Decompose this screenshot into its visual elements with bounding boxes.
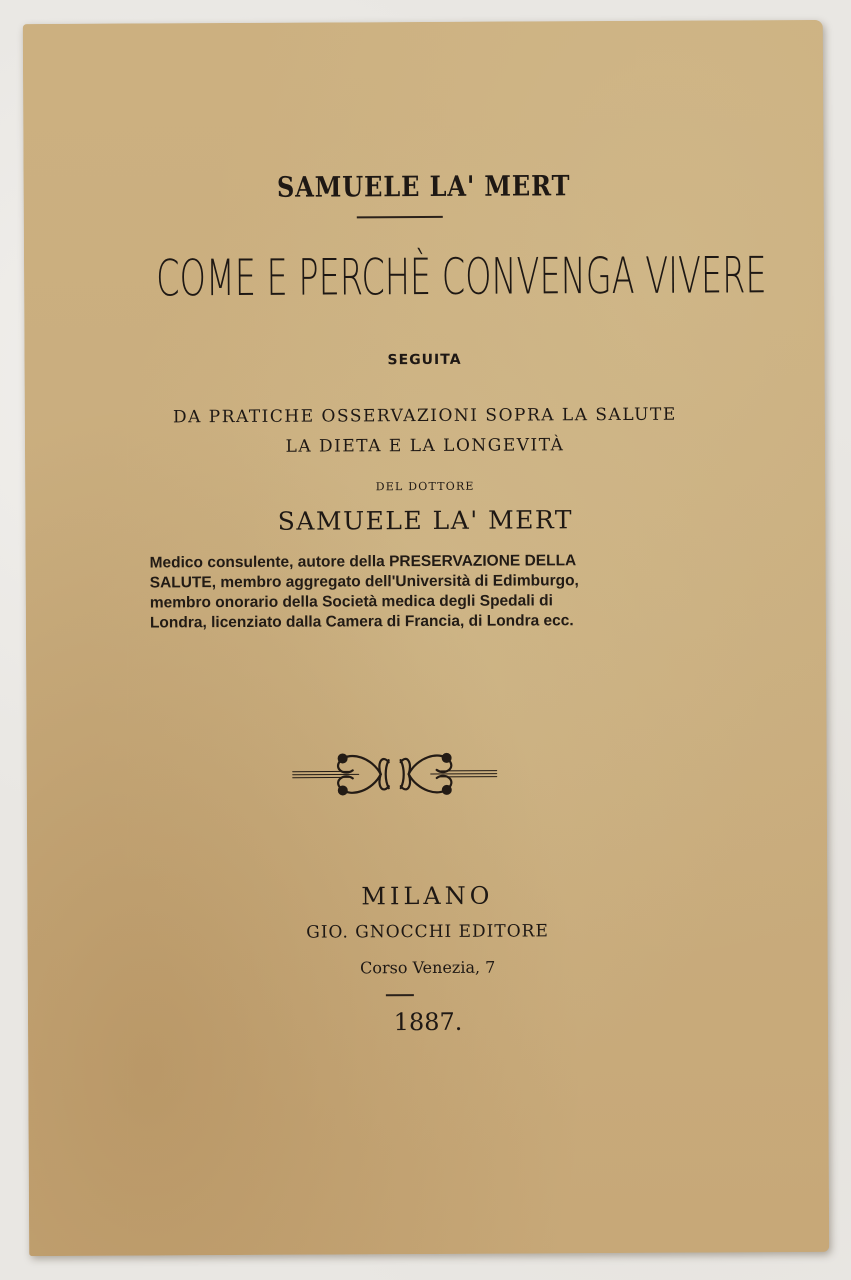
subtitle-line-1: DA PRATICHE OSSERVAZIONI SOPRA LA SALUTE bbox=[172, 404, 677, 428]
subtitle-line-2: LA DIETA E LA LONGEVITÀ bbox=[285, 435, 565, 457]
credentials-line: Londra, licenziato dalla Camera di Francia, di Londra ecc. bbox=[149, 612, 574, 632]
year-divider bbox=[386, 994, 414, 996]
credentials-line: Medico consulente, autore della PRESERVAZIONE DELLA bbox=[149, 552, 577, 572]
credentials-line: membro onorario della Società medica degli Spedali di bbox=[149, 592, 553, 612]
publication-year: 1887. bbox=[393, 1007, 463, 1037]
author-credentials bbox=[150, 551, 670, 634]
fleuron-ornament-icon bbox=[289, 738, 501, 811]
publication-city: MILANO bbox=[361, 881, 494, 911]
book-title: COME E PERCHÈ CONVENGA VIVERE bbox=[155, 246, 767, 308]
del-dottore-label: DEL DOTTORE bbox=[375, 479, 475, 494]
seguita-label: SEGUITA bbox=[387, 351, 462, 369]
publisher-name: GIO. GNOCCHI EDITORE bbox=[306, 921, 549, 943]
credentials-line: SALUTE, membro aggregato dell'Università di Edimburgo, bbox=[149, 572, 579, 592]
book-cover bbox=[23, 20, 829, 1256]
author-header: SAMUELE LA' MERT bbox=[276, 169, 571, 204]
author-name: SAMUELE LA' MERT bbox=[277, 505, 574, 536]
title-divider bbox=[357, 216, 443, 218]
publisher-address: Corso Venezia, 7 bbox=[360, 957, 496, 978]
